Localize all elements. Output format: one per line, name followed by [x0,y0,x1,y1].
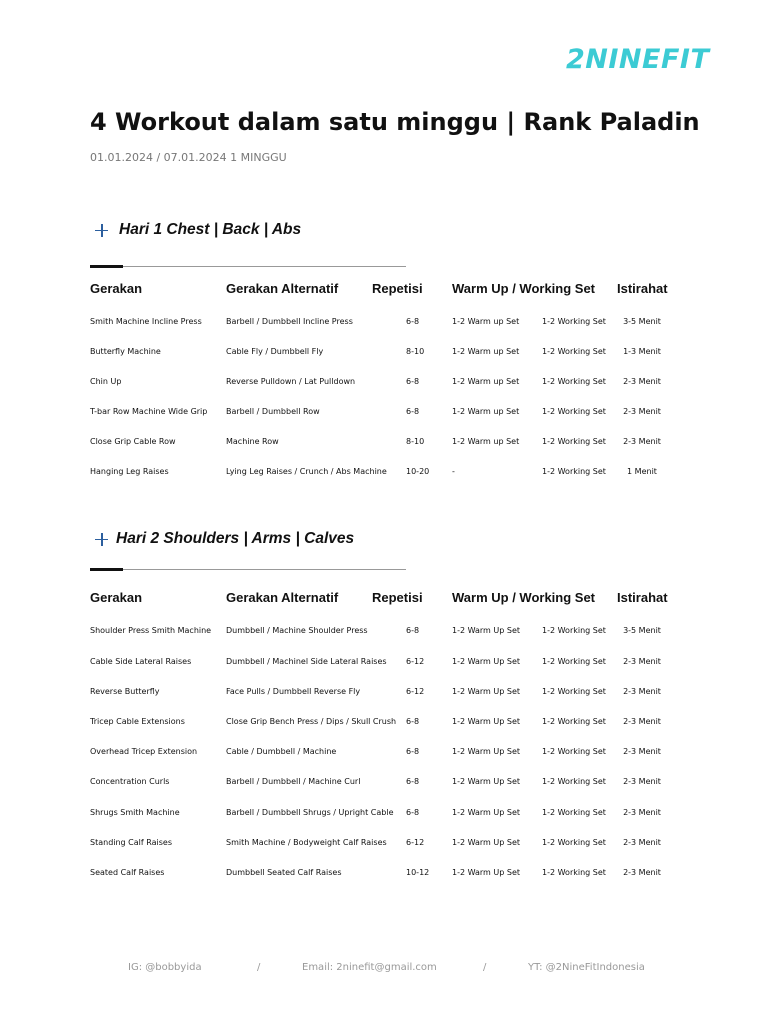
cell-warmup: 1-2 Warm up Set [452,347,520,356]
table-row [0,744,768,760]
col-repetisi: Repetisi [372,590,423,605]
col-warmup: Warm Up / Working Set [452,590,596,605]
cell-alternatif: Lying Leg Raises / Crunch / Abs Machine [226,467,387,476]
cell-istirahat: 2-3 Menit [623,717,661,726]
section-divider [90,266,406,267]
cell-alternatif: Reverse Pulldown / Lat Pulldown [226,377,356,386]
footer [0,962,768,976]
footer-separator: / [483,962,487,973]
cell-istirahat: 2-3 Menit [623,868,661,877]
table-row [0,684,768,700]
cell-repetisi: 10-20 [406,467,430,476]
cell-working: 1-2 Working Set [542,377,606,386]
cell-gerakan: Concentration Curls [90,777,170,786]
cell-repetisi: 6-8 [406,717,420,726]
cell-alternatif: Close Grip Bench Press / Dips / Skull Crush [226,717,397,726]
cell-gerakan: Shrugs Smith Machine [90,808,180,817]
cell-gerakan: Shoulder Press Smith Machine [90,626,212,635]
cell-warmup: 1-2 Warm Up Set [452,777,521,786]
cell-alternatif: Dumbbell / Machinel Side Lateral Raises [226,657,387,666]
cell-istirahat: 2-3 Menit [623,377,661,386]
cell-istirahat: 2-3 Menit [623,777,661,786]
col-istirahat: Istirahat [617,590,668,605]
section-header[interactable] [95,528,354,550]
cell-repetisi: 6-8 [406,808,420,817]
cell-working: 1-2 Working Set [542,347,606,356]
cell-repetisi: 8-10 [406,347,425,356]
cell-gerakan: Seated Calf Raises [90,868,165,877]
cell-alternatif: Machine Row [226,437,279,446]
cell-alternatif: Barbell / Dumbbell Row [226,407,320,416]
brand-logo: 2NINEFIT [566,44,710,75]
section-title: Hari 1 Chest | Back | Abs [119,221,302,238]
table-row [0,835,768,851]
cell-working: 1-2 Working Set [542,868,606,877]
cell-warmup: 1-2 Warm up Set [452,407,520,416]
cell-alternatif: Barbell / Dumbbell Shrugs / Upright Cable [226,808,394,817]
cell-gerakan: Butterfly Machine [90,347,161,356]
cell-repetisi: 6-12 [406,687,425,696]
section-title: Hari 2 Shoulders | Arms | Calves [116,530,355,547]
cell-warmup: - [452,467,455,476]
cell-istirahat: 1-3 Menit [623,347,661,356]
cell-repetisi: 8-10 [406,437,425,446]
cell-working: 1-2 Working Set [542,717,606,726]
divider-accent [90,265,123,268]
cell-alternatif: Dumbbell Seated Calf Raises [226,868,342,877]
cell-working: 1-2 Working Set [542,747,606,756]
cell-gerakan: Chin Up [90,377,122,386]
table-row [0,623,768,639]
cell-gerakan: Cable Side Lateral Raises [90,657,192,666]
cell-istirahat: 2-3 Menit [623,657,661,666]
cell-gerakan: T-bar Row Machine Wide Grip [90,407,208,416]
cell-istirahat: 2-3 Menit [623,838,661,847]
table-row [0,805,768,821]
cell-istirahat: 3-5 Menit [623,317,661,326]
cell-gerakan: Overhead Tricep Extension [90,747,198,756]
col-warmup: Warm Up / Working Set [452,281,596,296]
col-istirahat: Istirahat [617,281,668,296]
cell-repetisi: 6-8 [406,777,420,786]
section-divider [90,569,406,570]
table-row [0,374,768,390]
table-row [0,714,768,730]
cell-repetisi: 6-12 [406,838,425,847]
col-gerakan: Gerakan [90,281,143,296]
cell-alternatif: Barbell / Dumbbell / Machine Curl [226,777,361,786]
col-alternatif: Gerakan Alternatif [226,590,339,605]
cell-alternatif: Barbell / Dumbbell Incline Press [226,317,353,326]
table-row [0,344,768,360]
date-range: 01.01.2024 / 07.01.2024 1 MINGGU [90,151,287,164]
table-row [0,654,768,670]
cell-istirahat: 2-3 Menit [623,407,661,416]
cell-istirahat: 2-3 Menit [623,437,661,446]
cell-istirahat: 3-5 Menit [623,626,661,635]
footer-instagram[interactable]: IG: @bobbyida [128,962,202,973]
table-row [0,774,768,790]
col-gerakan: Gerakan [90,590,143,605]
cell-gerakan: Smith Machine Incline Press [90,317,202,326]
cell-gerakan: Hanging Leg Raises [90,467,169,476]
cell-alternatif: Cable / Dumbbell / Machine [226,747,337,756]
footer-separator: / [257,962,261,973]
cell-alternatif: Cable Fly / Dumbbell Fly [226,347,324,356]
cell-warmup: 1-2 Warm Up Set [452,657,521,666]
cell-warmup: 1-2 Warm Up Set [452,868,521,877]
cell-warmup: 1-2 Warm up Set [452,377,520,386]
cell-repetisi: 10-12 [406,868,430,877]
cell-warmup: 1-2 Warm up Set [452,317,520,326]
table-row [0,314,768,330]
table-row [0,404,768,420]
cell-working: 1-2 Working Set [542,317,606,326]
cell-working: 1-2 Working Set [542,407,606,416]
cell-repetisi: 6-8 [406,747,420,756]
cell-istirahat: 2-3 Menit [623,687,661,696]
cell-gerakan: Reverse Butterfly [90,687,160,696]
cell-gerakan: Standing Calf Raises [90,838,173,847]
col-repetisi: Repetisi [372,281,423,296]
cell-working: 1-2 Working Set [542,657,606,666]
col-alternatif: Gerakan Alternatif [226,281,339,296]
cell-alternatif: Smith Machine / Bodyweight Calf Raises [226,838,387,847]
cell-alternatif: Dumbbell / Machine Shoulder Press [226,626,368,635]
plus-icon[interactable] [95,533,108,546]
page-title: 4 Workout dalam satu minggu | Rank Paladin [90,108,700,136]
table-row [0,464,768,480]
cell-repetisi: 6-8 [406,377,420,386]
cell-working: 1-2 Working Set [542,437,606,446]
cell-gerakan: Close Grip Cable Row [90,437,176,446]
cell-working: 1-2 Working Set [542,838,606,847]
cell-warmup: 1-2 Warm up Set [452,437,520,446]
cell-repetisi: 6-12 [406,657,425,666]
plus-icon[interactable] [95,224,108,237]
cell-istirahat: 2-3 Menit [623,808,661,817]
cell-warmup: 1-2 Warm Up Set [452,838,521,847]
cell-gerakan: Tricep Cable Extensions [90,717,185,726]
cell-warmup: 1-2 Warm Up Set [452,687,521,696]
cell-repetisi: 6-8 [406,317,420,326]
cell-istirahat: 1 Menit [627,467,657,476]
divider-accent [90,568,123,571]
cell-working: 1-2 Working Set [542,808,606,817]
cell-working: 1-2 Working Set [542,626,606,635]
cell-working: 1-2 Working Set [542,687,606,696]
cell-istirahat: 2-3 Menit [623,747,661,756]
cell-alternatif: Face Pulls / Dumbbell Reverse Fly [226,687,361,696]
cell-warmup: 1-2 Warm Up Set [452,626,521,635]
section-header[interactable] [95,219,301,241]
cell-warmup: 1-2 Warm Up Set [452,717,521,726]
cell-warmup: 1-2 Warm Up Set [452,808,521,817]
cell-repetisi: 6-8 [406,407,420,416]
cell-warmup: 1-2 Warm Up Set [452,747,521,756]
table-row [0,865,768,881]
cell-working: 1-2 Working Set [542,467,606,476]
footer-email[interactable]: Email: 2ninefit@gmail.com [302,962,437,973]
table-row [0,434,768,450]
cell-repetisi: 6-8 [406,626,420,635]
footer-youtube[interactable]: YT: @2NineFitIndonesia [528,962,645,973]
cell-working: 1-2 Working Set [542,777,606,786]
